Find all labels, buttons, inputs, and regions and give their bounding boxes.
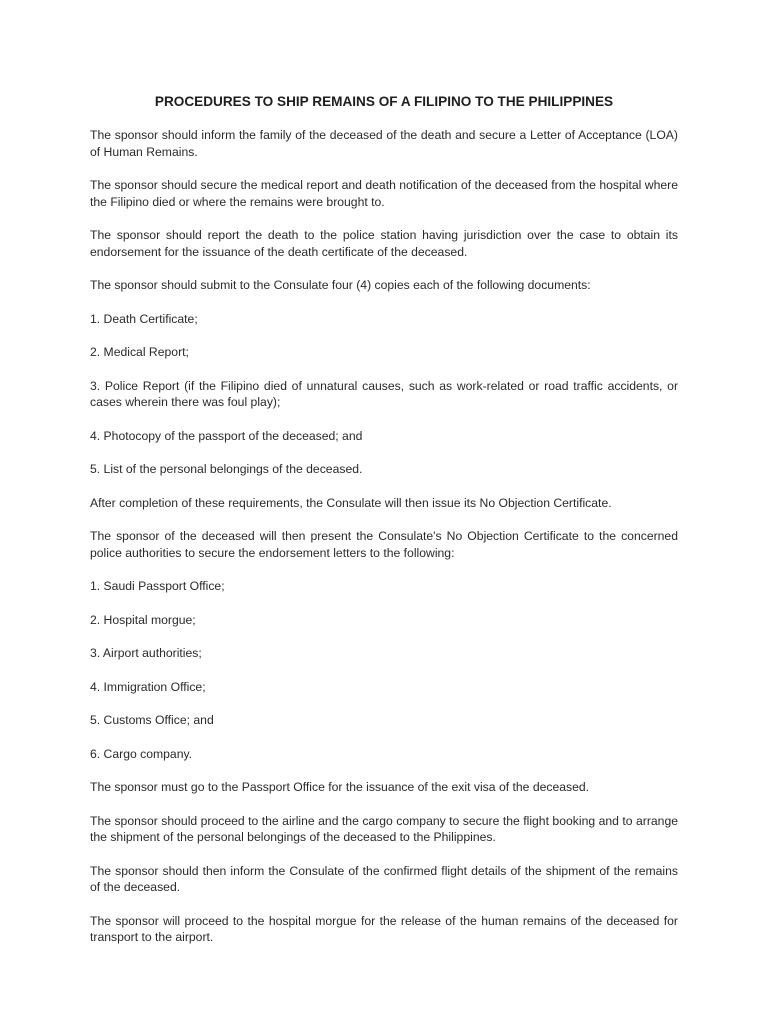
list-item-immigration-office: 4. Immigration Office; — [90, 679, 206, 694]
paragraph-release-remains: The sponsor will proceed to the hospital morgue for the release of the human remains of the deceased for transport to the airport. — [90, 913, 678, 944]
paragraph-inform-family: The sponsor should inform the family of the deceased of the death and secure a Letter of Acceptance (LOA) of Human Remains. — [90, 128, 678, 159]
paragraph-no-objection-certificate: After completion of these requirements, the Consulate will then issue its No Objection Certificate. — [90, 495, 612, 510]
list-item-police-report: 3. Police Report (if the Filipino died of unnatural causes, such as work-related or road traffic accidents, or cases wherein there was foul play); — [90, 378, 678, 409]
list-item-customs-office: 5. Customs Office; and — [90, 713, 214, 727]
paragraph-inform-consulate: The sponsor should then inform the Consulate of the confirmed flight details of the shipment of the remains of the deceased. — [90, 863, 678, 894]
document-page — [90, 93, 678, 963]
document-title: PROCEDURES TO SHIP REMAINS OF A FILIPINO TO THE PHILIPPINES — [154, 94, 614, 109]
paragraph-flight-booking: The sponsor should proceed to the airline and the cargo company to secure the flight booking and to arrange the shipment of the personal belongings of the deceased to the Philippines. — [90, 813, 678, 844]
paragraph-submit-documents: The sponsor should submit to the Consulate four (4) copies each of the following documents: — [90, 278, 591, 292]
paragraph-exit-visa: The sponsor must go to the Passport Office for the issuance of the exit visa of the deceased. — [90, 780, 590, 794]
paragraph-medical-report: The sponsor should secure the medical report and death notification of the deceased from the hospital where the Filipino died or where the remains were brought to. — [90, 178, 678, 209]
paragraph-endorsement-letters: The sponsor of the deceased will then present the Consulate's No Objection Certificate to the concerned police authorities to secure the endorsement letters to the following: — [90, 529, 678, 560]
list-item-passport-photocopy: 4. Photocopy of the passport of the deceased; and — [90, 428, 363, 443]
list-item-passport-office: 1. Saudi Passport Office; — [90, 579, 225, 593]
list-item-death-certificate: 1. Death Certificate; — [90, 311, 198, 326]
paragraph-report-police: The sponsor should report the death to the police station having jurisdiction over the case to obtain its endorsement for the issuance of the death certificate of the deceased. — [90, 228, 678, 259]
list-item-airport-authorities: 3. Airport authorities; — [90, 646, 202, 660]
list-item-cargo-company: 6. Cargo company. — [90, 746, 193, 761]
list-item-belongings-list: 5. List of the personal belongings of the deceased. — [90, 462, 363, 476]
list-item-hospital-morgue: 2. Hospital morgue; — [90, 612, 196, 627]
list-item-medical-report: 2. Medical Report; — [90, 345, 189, 359]
